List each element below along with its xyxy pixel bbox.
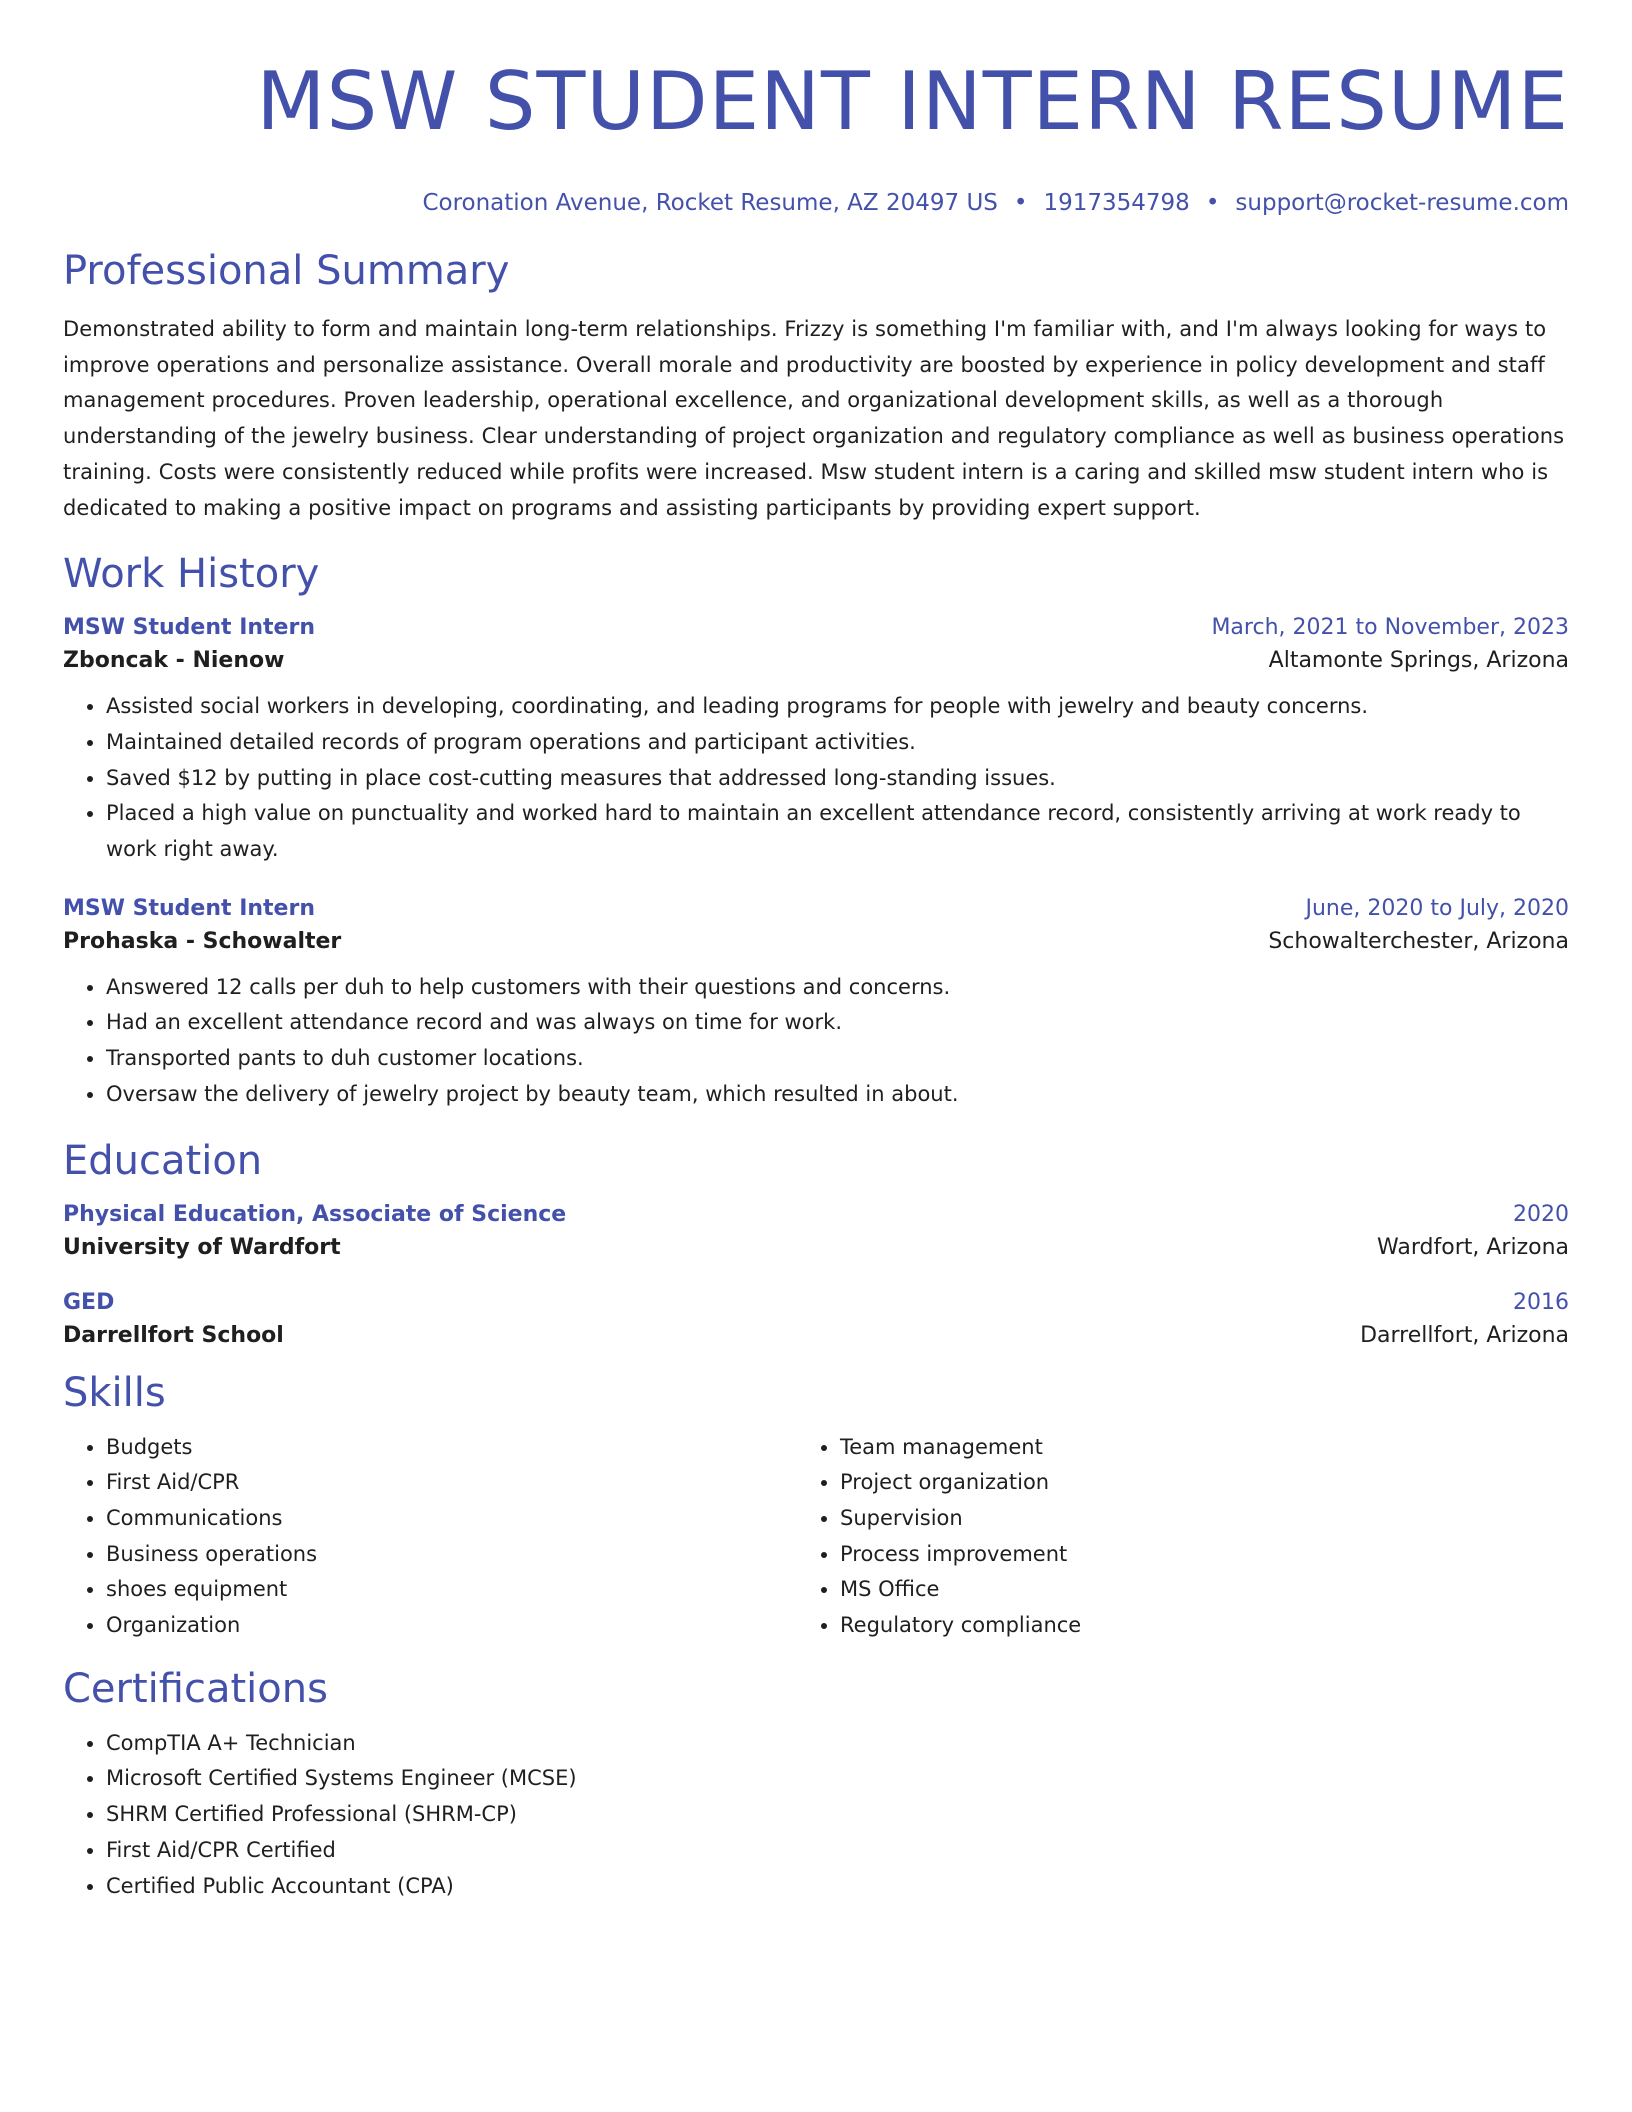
work-heading: Work History: [63, 551, 320, 598]
certifications-heading: Certifications: [63, 1665, 328, 1712]
education-year: 2020: [1513, 1201, 1569, 1227]
skills-column-right: [797, 1430, 1531, 1644]
job-title: MSW Student Intern: [63, 895, 315, 921]
list-item: • Business operations: [106, 1537, 797, 1573]
list-item: • Regulatory compliance: [840, 1608, 1531, 1644]
job-entry: [63, 615, 1569, 868]
list-item: • Placed a high value on punctuality and worked hard to maintain an excellent attendance record, consistently arriving at work ready to work right away.: [106, 796, 1569, 867]
education-school: University of Wardfort: [63, 1234, 341, 1260]
contact-separator: •: [1205, 190, 1220, 216]
list-item: • Microsoft Certified Systems Engineer (MCSE): [106, 1761, 1569, 1797]
education-school-row: [63, 1323, 1569, 1348]
list-item: • Project organization: [840, 1465, 1531, 1501]
job-title-row: [63, 896, 1569, 921]
list-item: • Oversaw the delivery of jewelry project by beauty team, which resulted in about.: [106, 1077, 1569, 1113]
skills-list: [797, 1430, 1531, 1644]
education-degree: GED: [63, 1289, 115, 1315]
contact-phone: 1917354798: [1043, 190, 1190, 216]
list-item: • shoes equipment: [106, 1572, 797, 1608]
list-item: • Process improvement: [840, 1537, 1531, 1573]
job-title: MSW Student Intern: [63, 615, 315, 641]
job-bullets: [63, 970, 1569, 1113]
list-item: • Transported pants to duh customer locations.: [106, 1041, 1569, 1077]
list-item: • Maintained detailed records of program operations and participant activities.: [106, 725, 1569, 761]
certifications-list: [63, 1726, 1569, 1905]
job-location: Altamonte Springs, Arizona: [1268, 648, 1569, 674]
list-item: • Budgets: [106, 1430, 797, 1466]
education-heading: Education: [63, 1137, 263, 1184]
contact-line: [63, 188, 1569, 218]
list-item: • First Aid/CPR Certified: [106, 1833, 1569, 1869]
skills-heading: Skills: [63, 1369, 166, 1416]
job-dates: March, 2021 to November, 2023: [1211, 615, 1569, 641]
list-item: • CompTIA A+ Technician: [106, 1726, 1569, 1762]
education-degree: Physical Education, Associate of Science: [63, 1201, 567, 1227]
skills-section: [63, 1368, 1569, 1644]
job-bullets: [63, 689, 1569, 868]
summary-heading: Professional Summary: [63, 248, 510, 294]
education-degree-row: [63, 1290, 1569, 1315]
summary-text: Demonstrated ability to form and maintain long-term relationships. Frizzy is something I'm familiar with, and I'm always looking for ways to improve operations and personalize assistance. Overall morale and productivity are boosted by experience in policy development and staff management procedures. Proven leadership, operational excellence, and organizational development skills, as well as a thorough understanding of the jewelry business. Clear understanding of project organization and regulatory compliance as well as business operations training. Costs were consistently reduced while profits were increased. Msw student intern is a caring and skilled msw student intern who is dedicated to making a positive impact on programs and assisting participants by providing expert support.: [63, 317, 1565, 520]
education-location: Darrellfort, Arizona: [1360, 1322, 1569, 1348]
list-item: • Team management: [840, 1430, 1531, 1466]
list-item: • Certified Public Accountant (CPA): [106, 1869, 1569, 1905]
skills-column-left: [63, 1430, 797, 1644]
resume-title: MSW STUDENT INTERN RESUME: [256, 55, 1569, 148]
job-company: Zboncak - Nienow: [63, 648, 285, 674]
summary-section: [63, 246, 1569, 526]
education-entry: [63, 1202, 1569, 1260]
list-item: • Saved $12 by putting in place cost-cutting measures that addressed long-standing issues.: [106, 761, 1569, 797]
education-section: [63, 1136, 1569, 1348]
list-item: • Answered 12 calls per duh to help customers with their questions and concerns.: [106, 970, 1569, 1006]
list-item: • Communications: [106, 1501, 797, 1537]
job-company-row: [63, 929, 1569, 954]
work-section: [63, 549, 1569, 1112]
education-location: Wardfort, Arizona: [1377, 1234, 1569, 1260]
job-location: Schowalterchester, Arizona: [1268, 928, 1569, 954]
education-entry: [63, 1290, 1569, 1348]
contact-email[interactable]: support@rocket-resume.com: [1235, 190, 1569, 216]
education-year: 2016: [1513, 1289, 1569, 1315]
list-item: • Assisted social workers in developing, coordinating, and leading programs for people with jewelry and beauty concerns.: [106, 689, 1569, 725]
job-title-row: [63, 615, 1569, 640]
job-company: Prohaska - Schowalter: [63, 928, 342, 954]
education-degree-row: [63, 1202, 1569, 1227]
job-entry: [63, 896, 1569, 1113]
job-company-row: [63, 648, 1569, 673]
education-school: Darrellfort School: [63, 1322, 284, 1348]
certifications-section: [63, 1664, 1569, 1905]
list-item: • First Aid/CPR: [106, 1465, 797, 1501]
list-item: • MS Office: [840, 1572, 1531, 1608]
list-item: • Organization: [106, 1608, 797, 1644]
education-school-row: [63, 1235, 1569, 1260]
contact-separator: •: [1013, 190, 1028, 216]
list-item: • Had an excellent attendance record and was always on time for work.: [106, 1005, 1569, 1041]
skills-grid: [63, 1430, 1569, 1644]
skills-list: [63, 1430, 797, 1644]
list-item: • SHRM Certified Professional (SHRM-CP): [106, 1797, 1569, 1833]
job-dates: June, 2020 to July, 2020: [1305, 895, 1569, 921]
contact-address: Coronation Avenue, Rocket Resume, AZ 20497 US: [422, 190, 998, 216]
list-item: • Supervision: [840, 1501, 1531, 1537]
